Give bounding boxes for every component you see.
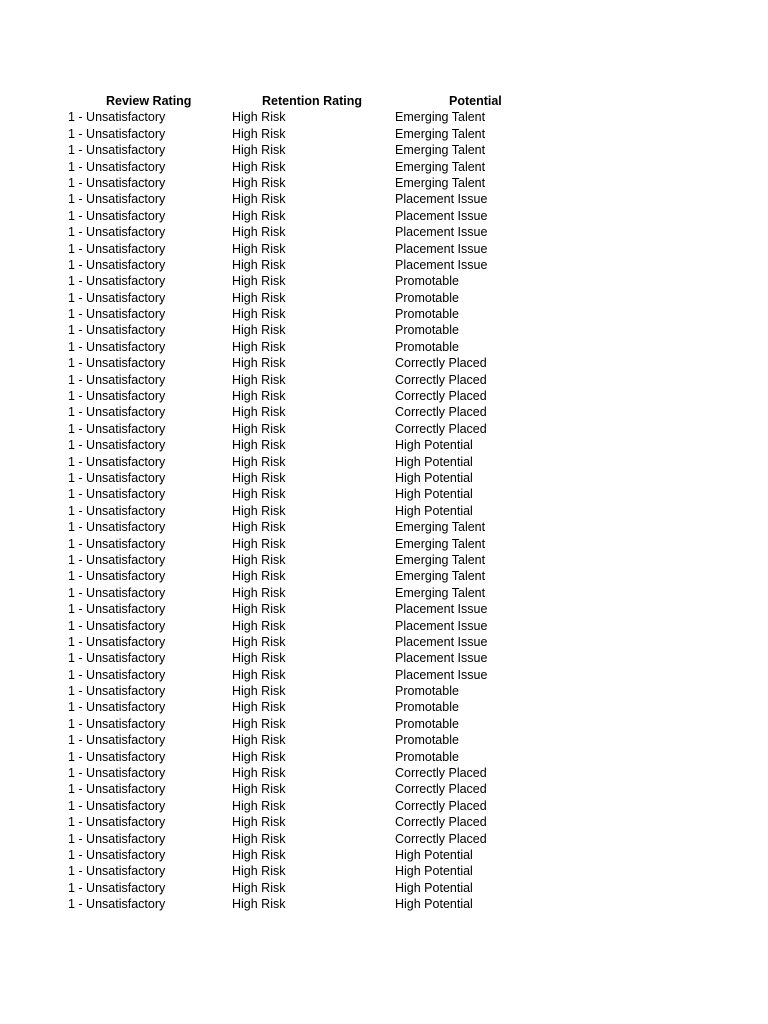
cell-potential: Correctly Placed <box>395 356 487 371</box>
table-row <box>0 847 768 863</box>
cell-retention-rating: High Risk <box>232 651 286 666</box>
cell-review-rating: 1 - Unsatisfactory <box>68 897 166 912</box>
header-review-rating: Review Rating <box>106 94 192 108</box>
cell-review-rating: 1 - Unsatisfactory <box>68 700 166 715</box>
cell-potential: High Potential <box>395 454 473 469</box>
cell-review-rating: 1 - Unsatisfactory <box>68 126 166 141</box>
cell-retention-rating: High Risk <box>232 618 286 633</box>
cell-retention-rating: High Risk <box>232 634 286 649</box>
cell-review-rating: 1 - Unsatisfactory <box>68 815 166 830</box>
table-row <box>0 339 768 355</box>
cell-retention-rating: High Risk <box>232 831 286 846</box>
header-potential: Potential <box>449 94 502 108</box>
cell-review-rating: 1 - Unsatisfactory <box>68 749 166 764</box>
cell-potential: Correctly Placed <box>395 798 487 813</box>
cell-retention-rating: High Risk <box>232 143 286 158</box>
cell-retention-rating: High Risk <box>232 602 286 617</box>
table-row <box>0 421 768 437</box>
cell-review-rating: 1 - Unsatisfactory <box>68 307 166 322</box>
cell-potential: Correctly Placed <box>395 782 487 797</box>
cell-retention-rating: High Risk <box>232 175 286 190</box>
cell-review-rating: 1 - Unsatisfactory <box>68 520 166 535</box>
cell-review-rating: 1 - Unsatisfactory <box>68 766 166 781</box>
cell-retention-rating: High Risk <box>232 897 286 912</box>
table-row <box>0 798 768 814</box>
cell-potential: High Potential <box>395 503 473 518</box>
cell-potential: Promotable <box>395 749 459 764</box>
cell-potential: Promotable <box>395 716 459 731</box>
table-row <box>0 142 768 158</box>
cell-review-rating: 1 - Unsatisfactory <box>68 618 166 633</box>
cell-potential: Promotable <box>395 339 459 354</box>
cell-review-rating: 1 - Unsatisfactory <box>68 257 166 272</box>
table-row <box>0 519 768 535</box>
cell-review-rating: 1 - Unsatisfactory <box>68 552 166 567</box>
table-row <box>0 699 768 715</box>
table-row <box>0 241 768 257</box>
cell-review-rating: 1 - Unsatisfactory <box>68 536 166 551</box>
cell-review-rating: 1 - Unsatisfactory <box>68 372 166 387</box>
table-row <box>0 896 768 912</box>
cell-potential: Emerging Talent <box>395 126 486 141</box>
cell-review-rating: 1 - Unsatisfactory <box>68 421 166 436</box>
cell-retention-rating: High Risk <box>232 159 286 174</box>
cell-review-rating: 1 - Unsatisfactory <box>68 667 166 682</box>
cell-potential: Correctly Placed <box>395 766 487 781</box>
cell-retention-rating: High Risk <box>232 323 286 338</box>
cell-retention-rating: High Risk <box>232 241 286 256</box>
cell-potential: Promotable <box>395 274 459 289</box>
cell-potential: Correctly Placed <box>395 389 487 404</box>
cell-retention-rating: High Risk <box>232 864 286 879</box>
cell-retention-rating: High Risk <box>232 536 286 551</box>
cell-review-rating: 1 - Unsatisfactory <box>68 339 166 354</box>
table-row <box>0 585 768 601</box>
cell-review-rating: 1 - Unsatisfactory <box>68 487 166 502</box>
table-body <box>0 109 768 912</box>
table-row <box>0 765 768 781</box>
cell-potential: Correctly Placed <box>395 421 487 436</box>
cell-potential: Promotable <box>395 684 459 699</box>
table-row <box>0 863 768 879</box>
cell-potential: Placement Issue <box>395 192 488 207</box>
cell-review-rating: 1 - Unsatisfactory <box>68 159 166 174</box>
cell-review-rating: 1 - Unsatisfactory <box>68 175 166 190</box>
cell-retention-rating: High Risk <box>232 290 286 305</box>
cell-review-rating: 1 - Unsatisfactory <box>68 356 166 371</box>
table-row <box>0 126 768 142</box>
table-row <box>0 257 768 273</box>
cell-retention-rating: High Risk <box>232 454 286 469</box>
data-table <box>0 93 768 913</box>
cell-potential: High Potential <box>395 438 473 453</box>
table-row <box>0 175 768 191</box>
cell-retention-rating: High Risk <box>232 421 286 436</box>
table-row <box>0 322 768 338</box>
table-row <box>0 683 768 699</box>
cell-potential: Emerging Talent <box>395 585 486 600</box>
cell-potential: Promotable <box>395 307 459 322</box>
cell-review-rating: 1 - Unsatisfactory <box>68 323 166 338</box>
cell-retention-rating: High Risk <box>232 487 286 502</box>
cell-retention-rating: High Risk <box>232 307 286 322</box>
cell-potential: High Potential <box>395 487 473 502</box>
cell-review-rating: 1 - Unsatisfactory <box>68 585 166 600</box>
cell-retention-rating: High Risk <box>232 470 286 485</box>
header-retention-rating: Retention Rating <box>262 94 362 108</box>
cell-retention-rating: High Risk <box>232 798 286 813</box>
table-row <box>0 404 768 420</box>
cell-retention-rating: High Risk <box>232 356 286 371</box>
table-row <box>0 601 768 617</box>
table-row <box>0 503 768 519</box>
cell-retention-rating: High Risk <box>232 569 286 584</box>
table-row <box>0 732 768 748</box>
cell-review-rating: 1 - Unsatisfactory <box>68 208 166 223</box>
cell-retention-rating: High Risk <box>232 438 286 453</box>
cell-retention-rating: High Risk <box>232 389 286 404</box>
table-row <box>0 831 768 847</box>
table-row <box>0 814 768 830</box>
cell-potential: High Potential <box>395 847 473 862</box>
cell-potential: Placement Issue <box>395 257 488 272</box>
cell-review-rating: 1 - Unsatisfactory <box>68 602 166 617</box>
cell-retention-rating: High Risk <box>232 372 286 387</box>
cell-potential: Promotable <box>395 323 459 338</box>
cell-potential: Emerging Talent <box>395 569 486 584</box>
cell-review-rating: 1 - Unsatisfactory <box>68 274 166 289</box>
cell-potential: Correctly Placed <box>395 405 487 420</box>
cell-review-rating: 1 - Unsatisfactory <box>68 716 166 731</box>
cell-potential: Promotable <box>395 290 459 305</box>
table-row <box>0 372 768 388</box>
cell-retention-rating: High Risk <box>232 667 286 682</box>
table-row <box>0 437 768 453</box>
table-row <box>0 470 768 486</box>
table-row <box>0 880 768 896</box>
cell-review-rating: 1 - Unsatisfactory <box>68 782 166 797</box>
table-row <box>0 454 768 470</box>
cell-retention-rating: High Risk <box>232 782 286 797</box>
cell-review-rating: 1 - Unsatisfactory <box>68 225 166 240</box>
cell-retention-rating: High Risk <box>232 716 286 731</box>
cell-potential: High Potential <box>395 880 473 895</box>
cell-potential: Placement Issue <box>395 208 488 223</box>
cell-review-rating: 1 - Unsatisfactory <box>68 798 166 813</box>
cell-retention-rating: High Risk <box>232 110 286 125</box>
cell-retention-rating: High Risk <box>232 733 286 748</box>
cell-review-rating: 1 - Unsatisfactory <box>68 634 166 649</box>
table-row <box>0 781 768 797</box>
cell-potential: High Potential <box>395 897 473 912</box>
cell-review-rating: 1 - Unsatisfactory <box>68 684 166 699</box>
cell-retention-rating: High Risk <box>232 405 286 420</box>
cell-retention-rating: High Risk <box>232 225 286 240</box>
cell-retention-rating: High Risk <box>232 257 286 272</box>
table-row <box>0 749 768 765</box>
cell-potential: Emerging Talent <box>395 143 486 158</box>
cell-review-rating: 1 - Unsatisfactory <box>68 241 166 256</box>
cell-retention-rating: High Risk <box>232 880 286 895</box>
cell-review-rating: 1 - Unsatisfactory <box>68 847 166 862</box>
cell-potential: Correctly Placed <box>395 372 487 387</box>
table-row <box>0 650 768 666</box>
cell-review-rating: 1 - Unsatisfactory <box>68 470 166 485</box>
cell-potential: Placement Issue <box>395 602 488 617</box>
cell-retention-rating: High Risk <box>232 700 286 715</box>
cell-potential: Emerging Talent <box>395 175 486 190</box>
cell-potential: Placement Issue <box>395 618 488 633</box>
table-row <box>0 273 768 289</box>
cell-review-rating: 1 - Unsatisfactory <box>68 192 166 207</box>
table-row <box>0 618 768 634</box>
cell-retention-rating: High Risk <box>232 847 286 862</box>
cell-retention-rating: High Risk <box>232 585 286 600</box>
cell-review-rating: 1 - Unsatisfactory <box>68 503 166 518</box>
table-row <box>0 191 768 207</box>
cell-retention-rating: High Risk <box>232 192 286 207</box>
table-row <box>0 634 768 650</box>
table-row <box>0 290 768 306</box>
cell-review-rating: 1 - Unsatisfactory <box>68 405 166 420</box>
table-row <box>0 208 768 224</box>
cell-potential: Placement Issue <box>395 634 488 649</box>
cell-potential: Correctly Placed <box>395 831 487 846</box>
cell-review-rating: 1 - Unsatisfactory <box>68 864 166 879</box>
table-row <box>0 552 768 568</box>
cell-potential: Emerging Talent <box>395 110 486 125</box>
cell-potential: Promotable <box>395 700 459 715</box>
table-row <box>0 667 768 683</box>
cell-potential: Correctly Placed <box>395 815 487 830</box>
table-row <box>0 109 768 125</box>
cell-potential: Emerging Talent <box>395 159 486 174</box>
table-row <box>0 716 768 732</box>
table-row <box>0 355 768 371</box>
cell-potential: Placement Issue <box>395 667 488 682</box>
cell-review-rating: 1 - Unsatisfactory <box>68 438 166 453</box>
table-row <box>0 388 768 404</box>
cell-retention-rating: High Risk <box>232 126 286 141</box>
cell-potential: Promotable <box>395 733 459 748</box>
cell-retention-rating: High Risk <box>232 274 286 289</box>
cell-retention-rating: High Risk <box>232 552 286 567</box>
table-row <box>0 568 768 584</box>
cell-retention-rating: High Risk <box>232 339 286 354</box>
cell-potential: Placement Issue <box>395 651 488 666</box>
cell-potential: Placement Issue <box>395 241 488 256</box>
cell-review-rating: 1 - Unsatisfactory <box>68 831 166 846</box>
cell-review-rating: 1 - Unsatisfactory <box>68 569 166 584</box>
table-row <box>0 536 768 552</box>
cell-review-rating: 1 - Unsatisfactory <box>68 389 166 404</box>
cell-review-rating: 1 - Unsatisfactory <box>68 290 166 305</box>
table-row <box>0 224 768 240</box>
table-row <box>0 159 768 175</box>
cell-retention-rating: High Risk <box>232 520 286 535</box>
cell-review-rating: 1 - Unsatisfactory <box>68 143 166 158</box>
cell-potential: High Potential <box>395 864 473 879</box>
cell-potential: High Potential <box>395 470 473 485</box>
cell-potential: Emerging Talent <box>395 520 486 535</box>
table-row <box>0 306 768 322</box>
cell-retention-rating: High Risk <box>232 766 286 781</box>
cell-review-rating: 1 - Unsatisfactory <box>68 454 166 469</box>
cell-potential: Placement Issue <box>395 225 488 240</box>
table-header-row <box>0 93 768 109</box>
cell-retention-rating: High Risk <box>232 749 286 764</box>
cell-retention-rating: High Risk <box>232 503 286 518</box>
cell-review-rating: 1 - Unsatisfactory <box>68 651 166 666</box>
cell-potential: Emerging Talent <box>395 552 486 567</box>
cell-review-rating: 1 - Unsatisfactory <box>68 110 166 125</box>
cell-retention-rating: High Risk <box>232 684 286 699</box>
cell-review-rating: 1 - Unsatisfactory <box>68 880 166 895</box>
cell-potential: Emerging Talent <box>395 536 486 551</box>
cell-retention-rating: High Risk <box>232 208 286 223</box>
cell-review-rating: 1 - Unsatisfactory <box>68 733 166 748</box>
table-row <box>0 486 768 502</box>
cell-retention-rating: High Risk <box>232 815 286 830</box>
